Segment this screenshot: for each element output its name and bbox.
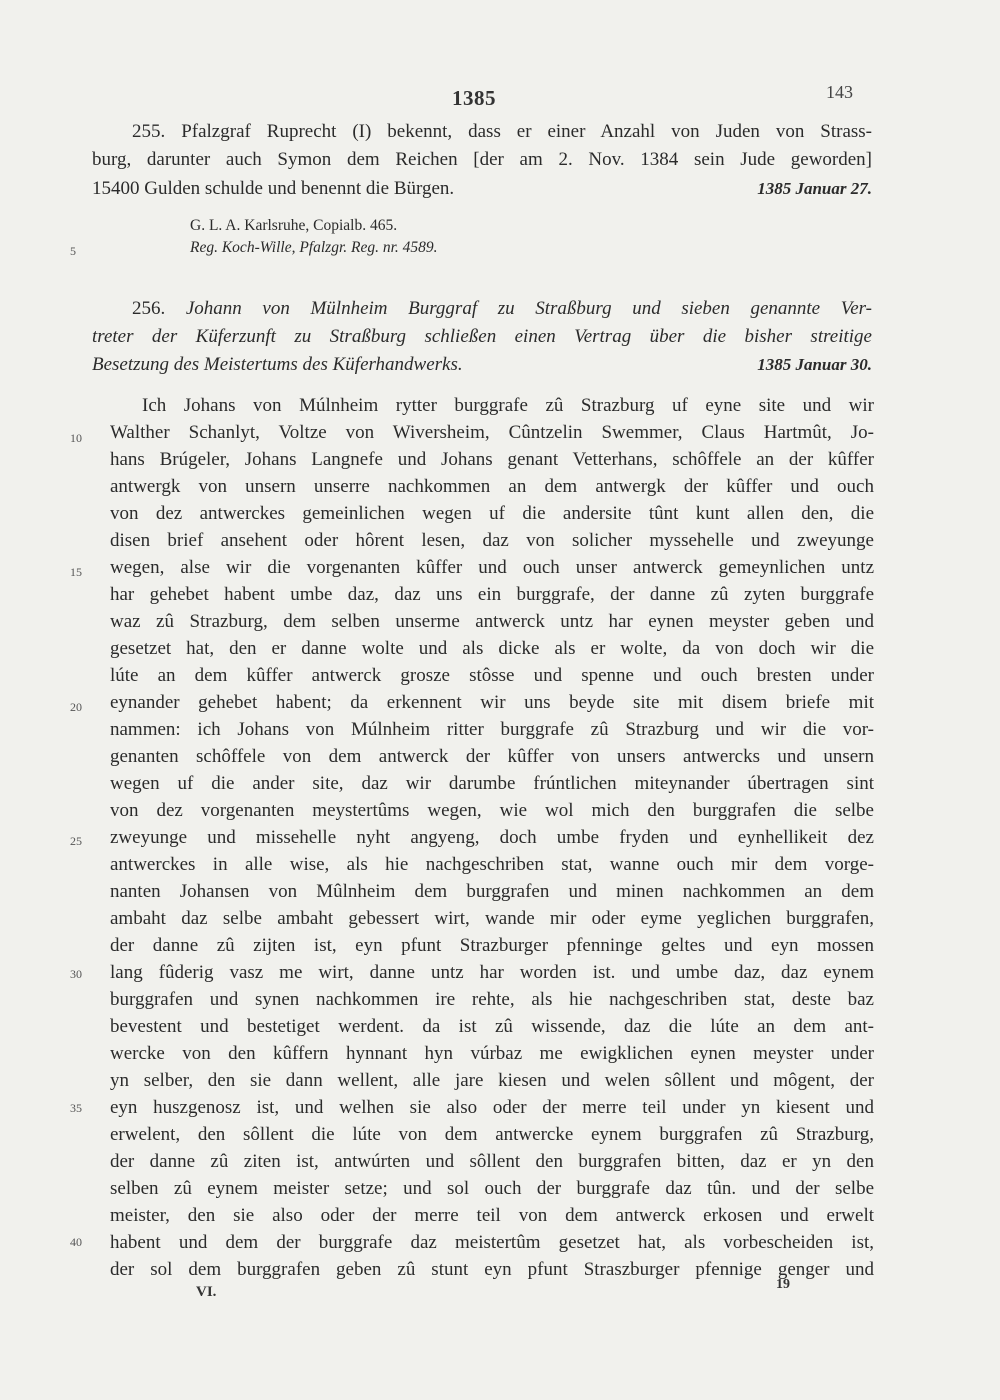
- body-line: yn selber, den sie dann wellent, alle jare kiesen und welen sôllent und môgent, der: [110, 1070, 874, 1091]
- body-line: der danne zû ziten ist, antwúrten und sôllent den burggrafen bitten, daz er yn den: [110, 1151, 874, 1172]
- entry-255-source-1: G. L. A. Karlsruhe, Copialb. 465.: [190, 217, 398, 234]
- entry-255-number: 255.: [132, 121, 166, 142]
- body-line: der danne zû zijten ist, eyn pfunt Strazburger pfenninge geltes und eyn mossen: [110, 935, 874, 956]
- body-line: von dez vorgenanten meystertûms wegen, wie wol mich den burggrafen die selbe: [110, 800, 874, 821]
- entry-255-source-2: Reg. Koch-Wille, Pfalzgr. Reg. nr. 4589.: [190, 239, 438, 256]
- body-line: ambaht daz selbe ambaht gebessert wirt, wande mir oder eyme yeglichen burggrafen,: [110, 908, 874, 929]
- body-line: wegen uf die ander site, daz wir darumbe frúntlichen miteynander úbertragen sint: [110, 773, 874, 794]
- entry-255-line-1: 255. Pfalzgraf Ruprecht (I) bekennt, dass er einer Anzahl von Juden von Strass-: [132, 121, 873, 142]
- body-line: nammen: ich Johans von Múlnheim ritter burggrafe zû Strazburg und wir die vor-: [110, 719, 874, 740]
- body-line: hans Brúgeler, Johans Langnefe und Johans genant Vetterhans, schôffele an der kûffer: [110, 449, 874, 470]
- body-line: waz zû Strazburg, dem selben unserme antwerck untz har eynen meyster geben und: [110, 611, 874, 632]
- body-line: meister, den sie also oder der merre teil von dem antwerck erkosen und erwelt: [110, 1205, 874, 1226]
- entry-256-line-1: 256. Johann von Mülnheim Burggraf zu Straßburg und sieben genannte Ver-: [132, 298, 873, 319]
- entry-256-number: 256.: [132, 298, 166, 319]
- line-number: 40: [70, 1235, 82, 1249]
- body-line: habent und dem der burggrafe daz meistertûm gesetzet hat, als vorbescheiden ist,: [110, 1232, 874, 1253]
- body-line: eynander gehebet habent; da erkennent wir uns beyde site mit disem briefe mit: [110, 692, 874, 713]
- line-number: 10: [70, 431, 82, 445]
- footer-signature: 19: [776, 1277, 790, 1292]
- body-line: genanten schôffele von dem antwerck der kûffer von unsers antwercks und unsern: [110, 746, 874, 767]
- body-line: nanten Johansen von Mûlnheim dem burggrafen und minen nachkommen an dem: [110, 881, 874, 902]
- entry-256-line-2: treter der Küferzunft zu Straßburg schließen einen Vertrag über die bisher streitige: [92, 326, 872, 347]
- line-number: 5: [70, 244, 76, 258]
- entry-255-date: 1385 Januar 27.: [757, 179, 872, 198]
- body-line: burggrafen und synen nachkommen ire rehte, als hie nachgeschriben stat, deste baz: [110, 989, 874, 1010]
- running-header-year: 1385: [452, 86, 496, 110]
- body-line: der sol dem burggrafen geben zû stunt eyn pfunt Straszburger pfennige genger und: [110, 1259, 874, 1280]
- body-line: gesetzet hat, den er danne wolte und als dicke als er wolte, da von doch wir die: [110, 638, 874, 659]
- body-line: wegen, alse wir die vorgenanten kûffer und ouch unser antwerck gemeynlichen untz: [110, 557, 874, 578]
- body-line: antwerckes in alle wise, als hie nachgeschriben stat, wanne ouch mir dem vorge-: [110, 854, 874, 875]
- entry-255-line-2: burg, darunter auch Symon dem Reichen [der am 2. Nov. 1384 sein Jude geworden]: [92, 149, 872, 170]
- body-line: zweyunge und missehelle nyht angyeng, doch umbe fryden und eynhellikeit dez: [110, 827, 874, 848]
- body-line: eyn huszgenosz ist, und welhen sie also oder der merre teil under yn kiesent und: [110, 1097, 874, 1118]
- body-line: bevestent und bestetiget werdent. da ist zû wissende, daz die lúte an dem ant-: [110, 1016, 874, 1037]
- body-line: disen brief ansehent oder hôrent lesen, daz von solicher myssehelle und zweyunge: [110, 530, 874, 551]
- line-number: 20: [70, 700, 82, 714]
- entry-256-line-3: Besetzung des Meistertums des Küferhandwerks. 1385 Januar 30.: [92, 352, 872, 378]
- entry-256-date: 1385 Januar 30.: [757, 355, 872, 374]
- body-line: von dez antwerckes gemeinlichen wegen uf die andersite tûnt kunt allen den, die: [110, 503, 874, 524]
- footer-volume: VI.: [196, 1284, 217, 1300]
- body-line: antwergk von unsern unserre nachkommen an dem antwergk der kûffer und ouch: [110, 476, 874, 497]
- body-line: Walther Schanlyt, Voltze von Wiversheim, Cûntzelin Swemmer, Claus Hartmût, Jo-: [110, 422, 874, 443]
- body-line: Ich Johans von Múlnheim rytter burggrafe zû Strazburg uf eyne site und wir: [142, 395, 874, 416]
- body-line: lang fûderig vasz me wirt, danne untz har worden ist. und umbe daz, daz eynem: [110, 962, 874, 983]
- body-line: erwelent, den sôllent die lúte von dem antwercke eynem burggrafen zû Strazburg,: [110, 1124, 874, 1145]
- body-line: har gehebet habent umbe daz, daz uns ein burggrafe, der danne zû zyten burggrafe: [110, 584, 874, 605]
- page-number: 143: [826, 82, 853, 102]
- line-number: 30: [70, 967, 82, 981]
- body-line: wercke von den kûffern hynnant hyn vúrbaz me ewigklichen eynen meyster under: [110, 1043, 874, 1064]
- line-number: 25: [70, 834, 82, 848]
- line-number: 15: [70, 565, 82, 579]
- line-number: 35: [70, 1101, 82, 1115]
- entry-255-line-3: 15400 Gulden schulde und benennt die Bürgen. 1385 Januar 27.: [92, 176, 872, 202]
- body-line: selben zû eynem meister setze; und sol ouch der burggrafe daz tûn. und der selbe: [110, 1178, 874, 1199]
- body-line: lúte an dem kûffer antwerck grosze stôsse und spenne und ouch bresten under: [110, 665, 874, 686]
